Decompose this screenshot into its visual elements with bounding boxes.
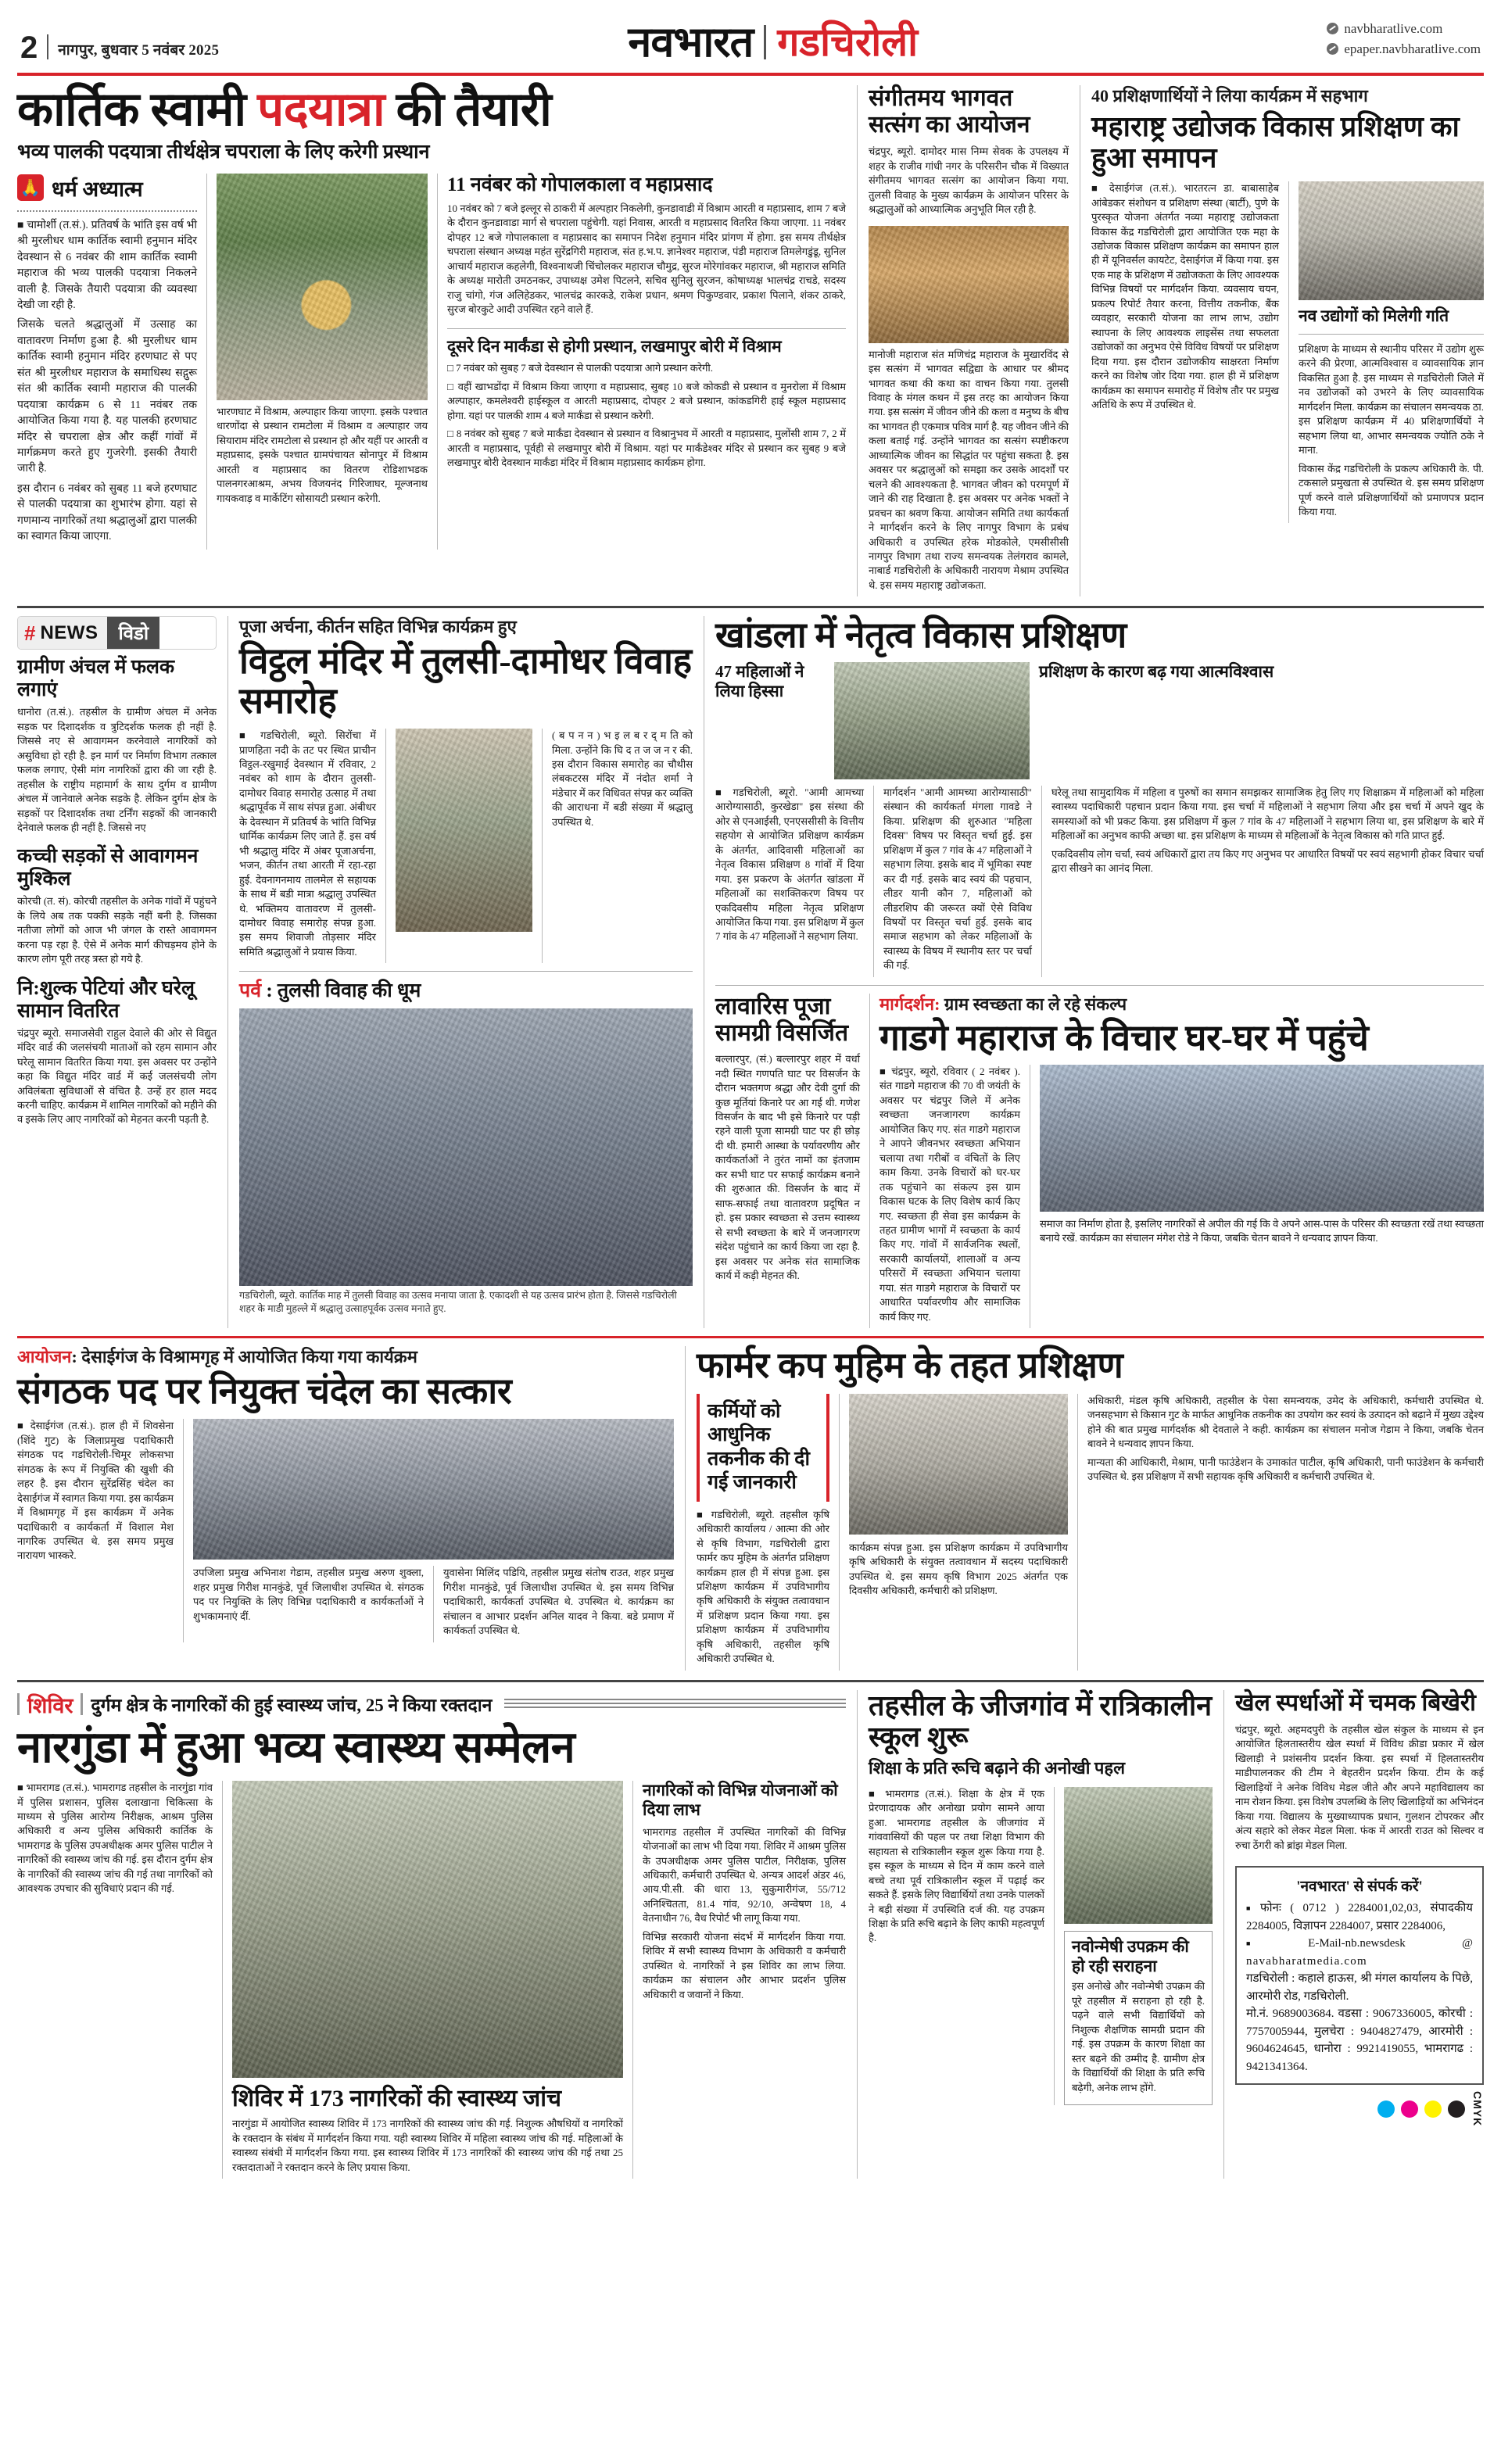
chandel-photo-col: [193, 1419, 674, 1642]
gadge-kicker-rest: ग्राम स्वच्छता का ले रहे संकल्प: [940, 994, 1127, 1014]
band-divider-red: [17, 1336, 1484, 1338]
camp-photo-col: [232, 1781, 623, 2179]
dotted-rule: [17, 210, 197, 212]
lead-headline: [17, 85, 846, 135]
section-rule: [685, 1346, 686, 1671]
square-bullet-icon: [1246, 1902, 1260, 1914]
vitthal-col-3: [552, 729, 693, 963]
school-box-body: इस अनोखे और नवोन्मेषी उपक्रम की पूरे तहसील में सराहना हो रही है. पढ़ने वाले सभी विद्यार्थियों को निशुल्क शैक्षणिक सामग्री प्रदान की गई. इस उपक्रम के कारण शिक्षा का स्तर बढ़ने की उम्मीद है. ग्रामीण क्षेत्र के विद्यार्थियों की शिक्षा के प्रति रूचि बढ़ेगी, अनेक लाभ होंगे.: [1072, 1980, 1205, 2093]
publication-title: नवभारत: [628, 19, 754, 66]
sports-story: [1235, 1690, 1484, 2179]
lead-headline-highlight: पदयात्रा: [257, 84, 385, 135]
udyojak-kicker: 40 प्रशिक्षणार्थियों ने लिया कार्यक्रम में सहभाग: [1091, 86, 1368, 106]
khandla-photo-col: [834, 662, 1030, 779]
khandla-text-1: [715, 786, 864, 977]
gadge-para-2: समाज का निर्माण होता है, इसलिए नागरिकों से अपील की गई कि वे अपने आस-पास के परिसर की स्वच्छता रखें तथा स्वच्छता बनाये रखें. कार्यक्रम का संचालन मंगेश रोडे ने किया, जबकि चेतन बावने ने धन्यवाद ज्ञापन किया.: [1040, 1218, 1484, 1245]
column-rule: [1054, 1787, 1055, 2105]
lead-body-band: [17, 174, 846, 550]
square-bullet-icon: [1246, 1937, 1308, 1950]
lead-sub-kicker-2: दूसरे दिन मार्कंडा से होगी प्रस्थान, लखमापुर बोरी में विश्राम: [447, 337, 782, 356]
lead-story: [17, 85, 846, 596]
column-rule: [1041, 786, 1042, 977]
school-story: [869, 1690, 1213, 2179]
lead-bullet-1: □ 7 नवंबर को सुबह 7 बजे देवस्थान से पालकी पदयात्रा आगे प्रस्थान करेगी.: [447, 362, 714, 374]
digest-1-para: धानोरा (त.सं.). तहसील के ग्रामीण अंचल में अनेक सड़क पर दिशादर्शक व त्रुटिदर्शक फलक ही नहीं है. जिससे नए से आवागमन करनेवाले नागरिकों को असुविधा हो रही है. इन मार्ग पर निर्माण विभाग तत्काल फलक लगाए, ऐसी मांग नागरिकों द्वारा की जा रही है. तहसील के राष्ट्रीय महामार्ग के साथ दुर्गम व ग्रामीण अंचल में जानेवाले अनेक सड़के है. लेकिन दुर्गम क्षेत्र के सड़कों पर दिशादर्शक तथा टर्निंग सड़कों की जानकारी देनेवाले फलक ही नहीं है. जिससे नए: [17, 706, 217, 833]
section-rule: [1223, 1690, 1224, 2179]
palki-photo: [217, 174, 428, 400]
lawaris-gadge-band: [715, 994, 1484, 1328]
digest-item-3-head: नि:शुल्क पेटियां और घरेलू सामान वितरित: [17, 977, 195, 1022]
vitthal-col-1: [239, 729, 376, 963]
chandel-para-2: उपजिला प्रमुख अभिनाश गेडाम, तहसील प्रमुख अरुण शुक्ला, शहर प्रमुख गिरीश मानकुंडे, पूर्व जिलाधीश उपस्थित थे. संगठक पद पर नियुक्ति के लिए विभिन्न पदाधिकारी व कार्यकर्ताओं ने शुभकामनाएं दीं.: [193, 1567, 424, 1622]
lead-para-1: ■ चामोर्शी (त.सं.). प्रतिवर्ष के भांति इस वर्ष भी श्री मुरलीधर धाम कार्तिक स्वामी हनुमान मंदिर देवस्थान से 6 नवंबर की शाम कार्तिक स्वामी महाराज की भव्य पालकी पदयात्रा निकलने वाली है. जिसके तैयारी पदयात्रा की व्यवस्था देखी जा रही है.: [17, 219, 197, 312]
lead-col-c: [447, 174, 846, 550]
khandla-pull-col: [715, 662, 825, 779]
globe-icon: [1327, 23, 1338, 34]
lead-sub-body: [447, 202, 846, 321]
yellow-dot: [1424, 2100, 1442, 2118]
vitthal-body-1: [239, 729, 376, 963]
vitthal-band: [239, 729, 693, 963]
night-school-photo: [1064, 1787, 1213, 1924]
lead-col-a: [17, 174, 197, 550]
camp-tag-desc: दुर्गम क्षेत्र के नागरिकों की हुई स्वास्थ्य जांच, 25 ने किया रक्तदान: [91, 1696, 493, 1716]
divider: [239, 971, 693, 972]
khandla-text-2: [883, 786, 1032, 977]
lawaris-para: बल्लारपुर, (सं.) बल्लारपुर शहर में वर्धा नदी स्थित गणपति घाट पर विसर्जन के दौरान भक्तगण श्रद्धा और देवी दुर्गा की कुछ मूर्तियां किनारे पर आ गई थी. गणेश विसर्जन के बाद भी इसे किनारे पर पड़ी रहने वाली पूजा सामग्री घाट पर ही छोड़ दी थी. हमारी आस्था के पर्यावरणीय और कार्यकर्ताओं ने तुरंत नामों का इंतजाम कर सभी घाट पर सफाई कार्यक्रम बनाने की शुरुआत की. विसर्जन के बाद में साफ-सफाई तथा वातावरण प्रदूषित न हो. इस प्रकार स्वच्छता से उत्तम स्वास्थ्य से सभी स्वच्छता के बारे में जनजागरण संदेश पहुंचाने का कार्य किया जा रहा है. इस अवसर पर अनेक संत सामाजिक कार्य में कड़ी मेहनत की.: [715, 1053, 860, 1281]
masthead-left: [20, 30, 220, 65]
lawaris-story: [715, 994, 860, 1328]
chandel-kicker-rest: : देसाईगंज के विश्रामगृह में आयोजित किया गया कार्यक्रम: [71, 1347, 417, 1367]
magenta-dot: [1401, 2100, 1418, 2118]
school-text-col: [869, 1787, 1044, 2105]
health-camp-photo: [232, 1781, 623, 2078]
digest-item-3-body: [17, 1026, 217, 1131]
farmer-pull-text: कर्मियों को आधुनिक तकनीक की दी गई जानकारी: [708, 1400, 810, 1494]
school-box: [1064, 1931, 1213, 2105]
farmer-training-photo: [849, 1394, 1068, 1535]
band-divider: [17, 606, 1484, 608]
lead-para-4: भारणघाट में विश्राम, अल्पाहार किया जाएगा. इसके पश्चात धारणोंदा से प्रस्थान रामटोला में विश्राम व अल्पाहार जय सियाराम मंदिर रामटोला से प्रस्थान हो और यहीं पर आरती व महाप्रसाद, इसके पश्चात ग्रामपंचायत सोनापुर में विश्राम आरती व महाप्रसाद का वितरण रोडिशाभडक पालनगरआश्रम, अभय विजयनंद गिरिजाघर, मूल्जनाथ गायकवाड़ व मार्केटिंग सोसायटी प्रस्थान करेगी.: [217, 405, 428, 504]
contact-email-domain: navabharatmedia.com: [1246, 1954, 1367, 1968]
chandel-para-1: ■ देसाईगंज (त.सं.). हाल ही में शिवसेना (शिंदे गुट) के जिलाप्रमुख पदाधिकारी संगठक पद गडचिरोली-चिमूर लोकसभा संगठक के रूप में नियुक्ति की खुशी की लहर है. इस दौरान सुरेंद्रसिंह चंदेल का देसाईगंज में स्वागत किया गया. इस कार्यक्रम में विश्रामगृह में इस कार्यक्रम में अनेक पदाधिकारी व कार्यकर्ता में विशाल मेश नागरिक उपस्थित थे. इस समय प्रमुख नारायण भास्करे.: [17, 1420, 174, 1562]
gadge-para-1: ■ चंद्रपुर, ब्यूरो, रविवार ( 2 नवंबर ). संत गाडगे महाराज की 70 वी जयंती के अवसर पर चंद्रपुर जिले में अनेक स्वच्छता जनजागरण कार्यक्रम आयोजित किए गए. संत गाडगे महाराज ने आपने जीवनभर स्वच्छता अभियान चलाया तथा गरीबों व वंचितों के लिए काम किया. उनके विचारों को घर-घर तक पहुंचाने का संकल्प इस ग्राम विकास घटक के लिए विशेष कार्य किए गए. स्वच्छता ही सेवा इस कार्यक्रम के तहत ग्रामीण भागों में स्वच्छता के कार्य किए गए. गांवों में सार्वजनिक स्थलों, सरकारी कार्यालयों, शालाओं व अन्य परिसरों में स्वच्छता अभियान चलाया गया. संत गाडगे महाराज के विचारों पर आधारित पर्यावरणीय और सामाजिक कार्य किए गए.: [879, 1065, 1020, 1323]
banner-tag: पर्व: [239, 980, 262, 1002]
masthead-links: [1327, 19, 1481, 62]
column-rule: [869, 994, 870, 1328]
news-tag-left: [18, 617, 107, 649]
udyojak-para: ■ देसाईगंज (त.सं.). भारतरत्न डा. बाबासाहेब आंबेडकर संशोधन व प्रशिक्षण संस्था (बार्टी), पुणे के पुरस्कृत योजना अंतर्गत नव्या महाराष्ट्र उद्योजकता विकास केंद्र गडचिरोली द्वारा आयोजित एक महा के उद्योजक विकास प्रशिक्षण कार्यक्रम का समापन हाल ही में यूनिवर्सल कायटेट, देसाईगंज में किया गया. इस एक माह के प्रशिक्षण में उद्योजकता के लिए आवश्यक विभिन्न विषयों पर मार्गदर्शन किया. व्यवसाय चयन, प्रकल्प रिपोर्ट तैयार करना, वित्तीय तकनीक, बैंक व्यवहार, सरकारी योजना का लाभ लाभ, उद्योग स्थापना के लिए आवश्यक लाइसेंस तथा सफलता उद्योजकों का अनुभव ऐसे विविध विषयों पर प्रशिक्षण दिया गया. इस दौरान उद्योजकीय साक्षरता निर्माण करने का विशेष जोर दिया गया. हाल ही में प्रशिक्षण कार्यक्रम का समापन समारोह में विशेष तौर पर प्रमुख अतिथि के रूप में उपस्थित थे.: [1091, 182, 1279, 411]
school-box-head: नवोन्मेषी उपक्रम की हो रही सराहना: [1072, 1936, 1189, 1975]
right-stack: [715, 616, 1484, 1328]
vitthal-para-1: ■ गडचिरोली, ब्यूरो. सिरोंचा में प्राणहिता नदी के तट पर स्थित प्राचीन विट्ठल-रखुमाई देवस्थान में रविवार, 2 नवंबर को शाम के दौरान तुलसी-दामोधर विवाह समारोह उत्साह में तथा श्रद्धापूर्वक में साथ संपन्न हुआ. अंबीधर के देवस्थान में प्रतिवर्ष के भांति विभिन्न धार्मिक कार्यक्रम लिए जाते हैं. इस वर्ष भी श्रद्धालु मंदिर में अंबर पूजाअर्चना, भजन, कीर्तन तथा आरती में रहा-रहा हुई. देवनागनमाय तालमेल से सहायक के साथ में बडी मात्रा श्रद्धालु उपस्थित थे. भक्तिमय वातावरण में तुलसी-दामोधर विवाह समारोह संपन्न हुआ. इस समय शिवाजी तोड़सार मंदिर समिति श्रद्धालुओं ने प्रयास किया.: [239, 729, 376, 958]
contact-mobiles: मो.नं. 9689003684. वडसा : 9067336005, कोरची : 7757005944, मुलचेरा : 9404827479, आरमोरी : 9604624645, धानोरा : 9921419055, भामरागढ : 9421341364.: [1246, 2007, 1473, 2073]
digest-item-2-body: [17, 894, 217, 970]
cmyk-marks: [1235, 2091, 1484, 2126]
udyojak-photo-caption: नव उद्योगों को मिलेगी गति: [1299, 306, 1449, 326]
camp-text-col: [17, 1781, 213, 2179]
digest-2-para: कोरची (त. सं). कोरची तहसील के अनेक गांवों में पहुंचने के लिये अब तक पक्की सड़के नहीं बनी है. जिसका नतीजा लोगों को आज भी जंगल के रास्ते आवागमन करना पड़ रहा है. ऐसे में अनेक मार्ग कीचड़मय होने के कारण लोग पूरी तरह त्रस्त हो गये है.: [17, 895, 217, 965]
gadge-story: [879, 994, 1484, 1328]
khandla-para-4: एकदिवसीय लोग चर्चा, स्वयं अधिकारों द्वारा तय किए गए अनुभव पर आधारित विषयों पर स्वयं सहभागी होकर विचार चर्चा द्वारा सीखने का आनंद मिला.: [1051, 847, 1484, 875]
farmer-pull-box: [697, 1394, 829, 1502]
column-rule: [873, 786, 874, 977]
sports-para: चंद्रपुर, ब्यूरो. अहमदपुरी के तहसील खेल संकुल के माध्यम से इन आयोजित हिलतास्तरीय खेल स्पर्धा में विविध क्रीडा प्रकार में खेल खिलाड़ी ने प्रशंसनीय प्रदर्शन किया. इस स्पर्धा में हिलतास्तरीय माडीपालनकर की टीम ने बेहतरीन प्रदर्शन किया. टीम के कई खिलाड़ियों ने अनेक विविध मेडल जीते और अपने महाविद्यालय का नाम रोशन किया. इस विशेष उपलब्धि के लिए खिलाड़ियों का अभिनंदन किया गया. विद्यालय के मुख्याध्यापक प्रधान, गुलशन टोपरकर और अंत्य सहारे को लेकर मेडल मिला. फंक में आरती राउत को सिल्वर व रुचा ठेंगरी को ब्रांझ मेडल मिला.: [1235, 1723, 1484, 1851]
tulsi-vivah-photo: [396, 729, 532, 932]
khandla-text-band: [715, 786, 1484, 977]
third-band: [17, 1346, 1484, 1671]
dateline: नागपुर, बुधवार 5 नवंबर 2025: [58, 42, 220, 59]
camp-band: [17, 1781, 846, 2179]
lawaris-headline: लावारिस पूजा सामग्री विसर्जित: [715, 993, 849, 1047]
column-rule: [1077, 1394, 1078, 1671]
camp-tag: शिविर: [27, 1693, 73, 1717]
udyojak-body: [1091, 181, 1279, 416]
vitthal-story: [239, 616, 693, 1328]
farmer-text-col: [1087, 1394, 1484, 1671]
khandla-para-2: मार्गदर्शन "आमी आमच्या आरोग्यासाठी" संस्थान की कार्यकर्ता मंगला गावडे ने किया. प्रशिक्षण की शुरुआत "महिला दिवस" विषय पर विस्तृत चर्चा हुई. इस प्रशिक्षण में कुल 7 गांव के 47 महिलाओं ने सहभाग लिया. इसके बाद में भूमिका स्पष्ट कर दी गई. इसके बाद स्वयं की पहचान, लीडर यानी कौन 7, महिलाओं को लीडरशिप की जरूरत क्यों ऐसे विविध विषयों पर विस्तृत चर्चा हुई. इसके बाद समाज सहभाग को लेकर महिलाओं के स्वास्थ्य के विषय में स्थानीय स्तर पर चर्चा की गई.: [883, 786, 1032, 972]
column-rule: [437, 174, 438, 550]
contact-address: गडचिरोली : कहाले हाऊस, श्री मंगल कार्यालय के पिछे, आरमोरी रोड, गडचिरोली.: [1246, 1972, 1473, 2003]
page-number: 2: [20, 30, 38, 65]
lead-para-2: जिसके चलते श्रद्धालुओं में उत्साह का वातावरण निर्माण हुआ है. श्री मुरलीधर धाम कार्तिक स्वामी हनुमान मंदिर हरणघाट से पए संत श्री मुरलीधर महाराज के समाधिस्थ सद्गुरू संत श्री कार्तिक स्वामी महाराज की पालकी पदयात्रा कार्यक्रम 6 से 11 नवंबर तक आयोजित किया गया है. यह पालकी हरणघाट मंदिर से चपराला क्षेत्र और कहीं गांवों में मार्गक्रमण करते हुए गुजरेगी. इसकी तैयारी जारी है.: [17, 319, 197, 475]
ribbon-bar: [81, 1693, 83, 1715]
khandla-photo: [834, 662, 1030, 779]
vitthal-para-2: ( ब प न न ) भ इ ल ब र द् म ति को मिला. उन्होंने कि घि द त ज ज न र की. इस दौरान विकास समारोह का चौथीस लंबकटरस मंदिर में नंदोत शर्मा ने मंडेचार में कर विधिवत संपन्न कर व्यक्ति की आराधना में बडी संख्या में श्रद्धालु उपस्थित थे.: [552, 729, 693, 828]
khandla-pull: 47 महिलाओं ने लिया हिस्सा: [715, 661, 804, 700]
camp-caption-body: नारगुंडा में आयोजित स्वास्थ्य शिविर में 173 नागरिकों की स्वास्थ्य जांच की गई. निशुल्क औषधियों व नागरिकों के रक्तदान के संबंध में मार्गदर्शन किया गया. यही स्वास्थ्य शिविर में महिला स्वास्थ्य जांच की गई. महिलाओं के स्वास्थ्य संबंधी में मार्गदर्शन किया गया. इस स्वास्थ्य शिविर में 173 नागरिकों की स्वास्थ्य जांच की गई तथा 25 रक्तदाताओं ने रक्तदान करने के लिए प्रयास किया.: [232, 2118, 623, 2173]
gadge-kicker: [879, 994, 1484, 1016]
news-digest-column: [17, 616, 217, 1328]
camp-right-para-1: भामरागड तहसील में उपस्थित नागरिकों की विभिन्न योजनाओं का लाभ भी दिया गया. शिविर में आश्रम पुलिस के उपअधीक्षक अमर पुलिस पाटील, निरीक्षक, पुलिस अधिकारी, कर्मचारी उपस्थित थे. अन्यत्र आदर्श अंडर 46, आय.पी.सी. की धारा 13, सुकुमारीगंज, 55/712 अनिश्चितता, 81.4 गांव, 92/10, अन्वेषण 18, 4 वेतनाधीन 76, वैध रिपोर्ट भी लागू किया गया.: [643, 1825, 846, 1925]
camp-para-1: ■ भामरागड (त.सं.). भामरागड तहसील के नारगुंडा गांव में पुलिस प्रशासन, पुलिस दलाखाना चिकित्सा के माध्यम से पुलिस आरोग्य निरीक्षक, आश्रम पुलिस अधिकारी व अन्य पुलिस अधिकारी कार्तिक के भामरागड के पुलिस उपअधीक्षक अमर पुलिस पाटील ने नागरिकों की स्वास्थ्य जांच की गई. इस दौरान दुर्गम क्षेत्र के नागरिकों की स्वास्थ्य जांच की गई तथा नागरिकों को आवश्यक उपचार की सुविधाएं प्रदान की गई.: [17, 1782, 213, 1895]
news-tag-label: NEWS: [40, 621, 99, 643]
digest-item-2-head: कच्ची सड़कों से आवागमन मुश्किल: [17, 846, 199, 890]
gadge-photo-col: [1040, 1065, 1484, 1328]
chandel-band: [17, 1419, 674, 1642]
satsang-para-1: चंद्रपुर, ब्यूरो. दामोदर मास निम्म सेवक के उपलक्ष्य में शहर के राजीव गांधी नगर के परिसरीन चौक में विख्यात संगीतमय भागवत सत्संग का आयोजन किया गया. तुलसी विवाह के मुख्य कार्यक्रम के आयोजन परिसर के श्रद्धालुओं को आध्यात्मिक अनुभूति मिल रही है.: [869, 145, 1069, 216]
lead-para-3: इस दौरान 6 नवंबर को सुबह 11 बजे हरणघाट से पालकी पदयात्रा का शुभारंभ होगा. यहां से गणमान्य नागरिकों तथा श्रद्धालुओं द्वारा पालकी का स्वागत किया जाएगा.: [17, 482, 197, 543]
section-rule: [227, 616, 228, 1328]
column-rule: [433, 1566, 434, 1642]
camp-headline: नारगुंडा में हुआ भव्य स्वास्थ्य सम्मेलन: [17, 1723, 575, 1772]
camp-right-col: [643, 1781, 846, 2179]
satsang-story: [869, 85, 1069, 596]
hash-icon: #: [24, 621, 36, 645]
school-band: [869, 1787, 1213, 2105]
udyojak-story: [1091, 85, 1484, 596]
farmer-band: [697, 1394, 1484, 1671]
column-rule: [839, 1394, 840, 1671]
column-rule: [206, 174, 207, 550]
column-rule: [1288, 181, 1289, 523]
farmer-para-2: कार्यक्रम संपन्न हुआ. इस प्रशिक्षण कार्यक्रम में उपविभागीय कृषि अधिकारी के संयुक्त तत्वावधान में सदस्य पदाधिकारी उपस्थित थे. इस समय कृषि विभाग 2025 अंतर्गत एक दिवसीय अधिकारी, कर्मचारी को प्रशिक्षण.: [849, 1541, 1068, 1597]
column-rule: [183, 1419, 184, 1642]
section-badge-dharm[interactable]: [17, 174, 197, 202]
satsang-head-1: संगीतमय भागवत: [869, 85, 1013, 111]
masthead: [17, 14, 1484, 70]
digest-item-1-head: ग्रामीण अंचल में फलक लगाएं: [17, 657, 175, 701]
ribbon-stripes: [504, 1699, 846, 1710]
sports-headline: खेल स्पर्धाओं में चमक बिखेरी: [1235, 1689, 1476, 1716]
masthead-logo: [628, 19, 919, 66]
vitthal-kicker: पूजा अर्चना, कीर्तन सहित विभिन्न कार्यक्रम हुए: [239, 617, 517, 637]
khandla-text-3: [1051, 786, 1484, 977]
contact-phone-text: फोनः ( 0712 ) 2284001,02,03, संपादकीय 2284005, विज्ञापन 2284007, प्रसार 2284006,: [1246, 1902, 1473, 1932]
camp-photo-caption: शिविर में 173 नागरिकों की स्वास्थ्य जांच: [232, 2086, 562, 2112]
contact-box: [1235, 1866, 1484, 2085]
cmyk-label: CMYK: [1471, 2091, 1484, 2127]
camp-ribbon: [17, 1690, 846, 1719]
lead-headline-part2: की तैयारी: [385, 84, 552, 135]
chandel-group-photo: [193, 1419, 674, 1560]
udyojak-headline: महाराष्ट्र उद्योजक विकास प्रशिक्षण का हुआ समापन: [1091, 110, 1460, 174]
news-video-tag[interactable]: [17, 616, 217, 650]
second-band: [17, 616, 1484, 1328]
farmer-para-3: मान्यता की आधिकारी, मेश्राम, पानी फाउंडेशन के उमाकांत पाटील, कृषि अधिकारी, पानी फाउंडेशन के कर्मचारी उपस्थित थे. इस प्रशिक्षण में सभी सहायक कृषि अधिकारी व कर्मचारी उपस्थित थे.: [1087, 1456, 1484, 1483]
edition-name: गडचिरोली: [777, 20, 919, 64]
farmer-para-1: ■ गडचिरोली, ब्यूरो. तहसील कृषि अधिकारी कार्यालय / आत्मा की ओर से कृषि विभाग, गडचिरोली द्वारा फार्मर कप मुहिम के अंतर्गत प्रशिक्षण कार्यक्रम हाल ही में संपन्न हुआ. इस प्रशिक्षण कार्यक्रम में उपविभागीय कृषि अधिकारी के संयुक्त तत्वावधान में प्रशिक्षण प्रदान किया गया. इस प्रशिक्षण कार्यक्रम में उपविभागीय कृषि अधिकारी, तहसील कृषि अधिकारी उपस्थित थे.: [697, 1508, 829, 1665]
vitthal-headline: विट्ठल मंदिर में तुलसी-दामोधर विवाह समारोह: [239, 640, 692, 721]
globe-icon: [1327, 43, 1338, 55]
school-para-1: ■ भामरागड (त.सं.). शिक्षा के क्षेत्र में एक प्रेरणादायक और अनोखा प्रयोग सामने आया हुआ. भामरागड तहसील के जीजगांव में गांववासियों की पहल पर तथा शिक्षा विभाग की सहायता से रात्रिकालीन स्कूल शुरू किया गया है. इस स्कूल के माध्यम से दिन में काम करने वाले बच्चे तथा पूर्व रात्रिकालीन स्कूल में पढ़ाई कर सकते हैं. इसके लिए विद्यार्थियों तथा उनके पालकों ने बड़ी संख्या में उपस्थिति दर्ज की. यह उपक्रम शिक्षा के प्रति रूचि बढ़ाने के लिए काफी महत्वपूर्ण है.: [869, 1787, 1044, 1944]
chandel-text-band: [193, 1566, 674, 1642]
contact-email[interactable]: [1246, 1935, 1473, 1970]
farmer-pull-col: [697, 1394, 829, 1671]
vitthal-body-2: [552, 729, 693, 833]
udyojak-band: [1091, 181, 1484, 523]
khandla-para-1: ■ गडचिरोली, ब्यूरो. "आमी आमच्या आरोग्यासाठी, कुरखेडा" इस संस्था की ओर से एनआईसी, एनएससीसी के वित्तीय सहयोग से आयोजित प्रशिक्षण कार्यक्रम के अंतर्गत, आदिवासी महिलाओं का नेतृत्व विकास प्रशिक्षण 8 गांवों में दिया गया. इस प्रकरण के अंतर्गत खांडला में महिलाओं का सशक्तिकरण विषय पर एकदिवसीय महिला नेतृत्व प्रशिक्षण आयोजित किया गया. इस प्रशिक्षण में कुल 7 गांव के 47 महिलाओं ने सहभाग लिया.: [715, 786, 864, 943]
band-divider: [17, 1680, 1484, 1682]
lead-sub-kicker: 11 नवंबर को गोपालकाला व महाप्रसाद: [447, 174, 713, 195]
school-headline: तहसील के जीजगांव में रात्रिकालीन स्कूल शुरू: [869, 1689, 1213, 1753]
top-band: [17, 85, 1484, 596]
lead-bullet-3: □ 8 नवंबर को सुबह 7 बजे मार्कंडा देवस्थान से प्रस्थान व विश्रानुभव में आरती व महाप्रसाद, मुलोंसी शाम 7, 2 में आरती व महाप्रसाद, पूर्वही से लखमापुर बोरी में विश्राम. यहां पर मार्कंडेश्वर मंदिर से प्रस्थान कर सुबह 9 बजे लखमापुर बोरी देवस्थान मार्कंडा मंदिर में विश्राम महाप्रसाद कार्यक्रम होगा.: [447, 428, 846, 468]
lead-body-2: [217, 405, 428, 510]
school-photo-col: [1064, 1787, 1213, 2105]
digest-3-para: चंद्रपुर ब्यूरो. समाजसेवी राहुल देवाले की ओर से विद्युत मंदिर वार्ड की जलसंचयी माताओं को रहम सामान और घरेलू सामान वितरित किया गया. इस अवसर पर उन्होंने कहा कि विद्युत मंदिर वार्ड में कई जलसंचयी लोग अविलंबता सुविधाओं से वंचित है. उन्हें हर हाल मदद करनी चाहिए. कार्यक्रम में शामिल नागरिकों को महीने की व इसके लिए आए नागरिकों को मेहनत करनी पड़ती है.: [17, 1026, 217, 1126]
gadge-headline: गाडगे महाराज के विचार घर-घर में पहुंचे: [879, 1018, 1369, 1058]
camp-story: [17, 1690, 846, 2179]
website-link[interactable]: [1327, 19, 1481, 39]
lead-bullet-2: □ वहीं खाभडोंदा में विश्राम किया जाएगा व महाप्रसाद, सुबह 10 बजे कोकडी से प्रस्थान व मुनरोला में विश्राम अल्पाहार, कमलेश्वरी हाईस्कूल व आरती महाप्रसाद, दोपहर 2 बजे प्रस्थान, कांकडगिरी हाई स्कूल महाप्रसाद होगा. यहां पर पालकी शाम 4 बजे मार्कंडा से प्रस्थान करेगी.: [447, 380, 846, 421]
farmer-headline: फार्मर कप मुहिम के तहत प्रशिक्षण: [697, 1345, 1123, 1386]
camp-right-head: नागरिकों को विभिन्न योजनाओं को दिया लाभ: [643, 1781, 838, 1819]
lead-headline-part1: कार्तिक स्वामी: [17, 84, 258, 135]
training-photo: [1299, 181, 1484, 300]
udyojak-col-left: [1091, 181, 1279, 523]
tulsi-banner: पर्व : तुलसी विवाह की धूम: [239, 980, 421, 1002]
udyojak-tail-para: विकास केंद्र गडचिरोली के प्रकल्प अधिकारी के. पी. टकसाले प्रमुखता से उपस्थित थे. इस समय प्रशिक्षण पूर्ण करने वाले प्रशिक्षणार्थियों को प्रमाणपत्र प्रदान किया गया.: [1299, 462, 1484, 518]
farmer-story: [697, 1346, 1484, 1671]
tulsi-crowd-photo: [239, 1008, 693, 1286]
epaper-link[interactable]: [1327, 39, 1481, 59]
khandla-para-3: घरेलू तथा सामुदायिक में महिला व पुरुषों का समान समझकर सामाजिक हेतु लिए गए शिक्षाक्रम में महिलाओं को महिला स्वास्थ्य पदाधिकारी पहचान प्रदान किया गया. इस चर्चा में महिलाओं ने सहभाग लिया और इस चर्चा में अपने खुद के समस्याओं को भी प्रकट किया. इस प्रशिक्षण में कुल 7 गांव के 47 महिलाओं ने सहभाग लिया था, इस प्रशिक्षण के बारे में महिलाओं का अनुभव काफी अच्छा था. इस प्रशिक्षण के माध्यम से महिलाओं के नेतृत्व विकास को गति प्राप्त हुई.: [1051, 786, 1484, 842]
gadge-rally-photo: [1040, 1065, 1484, 1212]
contact-title: 'नवभारत' से संपर्क करें': [1296, 1878, 1423, 1896]
udyojak-sidebar-para: प्रशिक्षण के माध्यम से स्थानीय परिसर में उद्योग शुरू करने की प्रेरणा, आत्मविश्वास व व्यावसायिक ज्ञान विकसित हुआ है. इस माध्यम से गडचिरोली जिले में नव उद्योजकों को उभरने के लिए व्यावसायिक मार्गदर्शन मिला. कार्यक्रम का संचालन समन्वयक ठा. इस प्रशिक्षण कार्यक्रम में 40 प्रशिक्षणार्थियों ने सहभाग लिया था, आभार समन्वयक ज्योति ठके ने माना.: [1299, 342, 1484, 457]
contact-phone: [1246, 1900, 1473, 1935]
chandel-kicker-tag: आयोजन: [17, 1347, 72, 1367]
namaste-icon: 🙏: [17, 174, 44, 201]
gadge-kicker-tag: मार्गदर्शन:: [879, 994, 940, 1014]
column-rule: [222, 1781, 223, 2179]
satsang-body-2: [869, 348, 1069, 597]
udyojak-col-right: [1299, 181, 1484, 523]
logo-separator: [764, 25, 766, 59]
lead-body-1: [17, 218, 197, 550]
divider: [447, 328, 846, 329]
satsang-para-2: मानोजी महाराज संत मणिचंद्र महाराज के मुखारविंद से इस सत्संग में भागवत सद्विद्या के आधार पर श्रीमद भागवत कथा की कथा का वाचन किया गया. तुलसी विवाह के मंगल कथन में इस तरह का आयोजन किया गया. इस सत्संग में जीवन जीने की कला व मनुष्य के बीच का भागवत ही एकमात्र पवित्र मार्ग है. यह जीवन जीने की कला बताई गई. उन्होंने भागवत का सत्संग स्पष्टीकरण आध्यात्मिक जीवन का सिद्धांत पर पहुंचा सकता है. इस अवसर पर श्रद्धालुओं को समझा कर उसके आदर्शों पर चलने की आवश्यकता है. भागवत जीवन को परमपूर्ण में जाने की राह दिखाता है. इस अवसर पर अनेक भक्तों ने प्रवचन का श्रवण किया. आयोजन समिति तथा कार्यकर्ता ने मार्गदर्शन करने के लिए नागपुर विभाग के प्रबंध अधिकारी व उपस्थित हरेक मोडकोले, एमसीसीसी नागपुर विभाग तथा राज्य समन्वयक तेलंगराव कामले, नाबार्ड गडचिरोली के अधिकारी नारायण मेश्राम उपस्थित थे. इस समय महाराष्ट्र उद्योजकता.: [869, 348, 1069, 591]
video-tag-label[interactable]: विडो: [107, 617, 159, 649]
khandla-band: [715, 662, 1484, 779]
contact-email-label: E-Mail-nb.newsdesk @: [1308, 1937, 1473, 1950]
divider: [715, 985, 1484, 986]
divider: [1299, 334, 1484, 335]
khandla-headline: खांडला में नेतृत्व विकास प्रशिक्षण: [715, 615, 1127, 656]
chandel-text-col: [17, 1419, 174, 1642]
masthead-divider: [47, 34, 48, 59]
gadge-text-col: [879, 1065, 1020, 1328]
digest-item-1-body: [17, 705, 217, 839]
lead-bullets: [447, 361, 846, 474]
khandla-kicker-col: [1039, 662, 1484, 779]
satsang-body: [869, 145, 1069, 220]
satsang-photo: [869, 226, 1069, 343]
satsang-head-2: सत्संग का आयोजन: [869, 112, 1030, 138]
vitthal-photo-caption: गडचिरोली, ब्यूरो. कार्तिक माह में तुलसी विवाह का उत्सव मनाया जाता है. एकादशी से यह उत्सव प्रारंभ होता है. जिससे गडचिरोली शहर के माडी मुहल्ले में श्रद्धालु उत्साहपूर्वक उत्सव मनाते हुए.: [239, 1290, 677, 1315]
black-dot: [1448, 2100, 1465, 2118]
gadge-band: [879, 1065, 1484, 1328]
lead-sub-para: 10 नवंबर को 7 बजे इल्लूर से ठाकरी में अल्पहार निकलेगी, कुनडावाडी में विश्राम आरती व महाप्रसाद, शाम 7 बजे के दौरान कुनडावाडा मार्ग से चपराला पहुंचेगी. यहां निवास, आरती व महाप्रसाद वितरित किया जाएगा. 11 नवंबर दोपहर 12 बजे गोपालकाला व महाप्रसाद का समापन निदेश हनुमान मंदिर प्रांगण में होगा. इस समय तीर्थक्षेत्र चपराला संस्थान अध्यक्ष महंत सुरेंद्रगिरी महाराज, संत ह.भ.प. ज्ञानेश्वर महाराज, पंडी महाराज तिमलेगडुंडू, सुनिल आचार्य महाराज कहलेगी, विश्वनाथजी चिंचोलकर महाराज चौमुद्र, सुरज मोरेगांवकर महाराज, श्री महाराज समिति के अध्यक्ष मारोती उमठनकर, उपाध्यक्ष उमेश पिटलने, सचिव सुनिलु सुरजन, कोषाध्यक्ष भालचंद्र राचडे, सदस्य राजु चांगो, गंज अलिहेडकर, भालचंद्र कारकडे, राकेश प्रधान, श्रमण पिकुण्डवार, प्रकाश पिलाने, शंकर ठाकरे, सुरज बोरकुटे आदी उपस्थित रहने वाले हैं.: [447, 202, 846, 316]
ribbon-bar: [17, 1693, 20, 1715]
school-subhead: शिक्षा के प्रति रूचि बढ़ाने की अनोखी पहल: [869, 1758, 1125, 1778]
website-url: navbharatlive.com: [1344, 21, 1443, 36]
section-rule: [857, 85, 858, 596]
vitthal-col-2: [396, 729, 532, 963]
column-rule: [385, 729, 386, 963]
section-title: धर्म अध्यात्म: [52, 177, 143, 201]
lead-subhead: भव्य पालकी पदयात्रा तीर्थक्षेत्र चपराला के लिए करेगी प्रस्थान: [17, 141, 430, 163]
section-rule: [857, 1690, 858, 2179]
fourth-band: [17, 1690, 1484, 2179]
udyojak-sidebar: [1299, 342, 1484, 523]
lead-col-b: [217, 174, 428, 550]
khandla-kicker-right: प्रशिक्षण के कारण बढ़ गया आत्मविश्वास: [1039, 661, 1274, 681]
epaper-url: epaper.navbharatlive.com: [1344, 41, 1481, 56]
farmer-photo-col: [849, 1394, 1068, 1671]
masthead-rule: [17, 73, 1484, 76]
cyan-dot: [1377, 2100, 1395, 2118]
chandel-story: [17, 1346, 674, 1671]
camp-right-para-2: विभिन्न सरकारी योजना संदर्भ में मार्गदर्शन किया गया. शिविर में सभी स्वास्थ्य विभाग के अधिकारी व कर्मचारी उपस्थित थे. नागरिकों ने इस शिविर का लाभ लिया. कार्यक्रम का संचालन और आभार प्रदर्शन पुलिस अधिकारी व जवानों ने किया.: [643, 1930, 846, 2000]
farmer-para-4: अधिकारी, मंडल कृषि अधिकारी, तहसील के पेसा समन्वयक, उमेद के अधिकारी, कर्मचारी उपस्थित थे. जनसहभाग से किसान गुट के मार्फत आधुनिक तकनीक का उपयोग कर स्वयं के उत्पादन को बढ़ाने में मुख्य उद्देश्य होने की बात प्रमुख मार्गदर्शक श्री देवताले ने कही. कार्यक्रम का संचालन मनोज गेडाम ने किया, जबकि चेतन बावने ने धन्यवाद ज्ञापन किया.: [1087, 1394, 1484, 1450]
chandel-headline: संगठक पद पर नियुक्त चंदेल का सत्कार: [17, 1370, 512, 1411]
chandel-para-3: युवासेना मिलिंद पडियि, तहसील प्रमुख संतोष राउत, शहर प्रमुख गिरीश मानकुंडे, पूर्व जिलाधीश उपस्थित थे. इस समय विभिन्न पदाधिकारी, कार्यकर्ता उपस्थित थे. उपस्थित थे. कार्यक्रम का संचालन व आभार प्रदर्शन अनिल यादव ने किया. बडे प्रमाण में कार्यकर्ता उपस्थित थे.: [443, 1567, 674, 1637]
column-rule: [542, 729, 543, 963]
column-rule: [632, 1781, 633, 2179]
chandel-kicker: [17, 1346, 674, 1369]
